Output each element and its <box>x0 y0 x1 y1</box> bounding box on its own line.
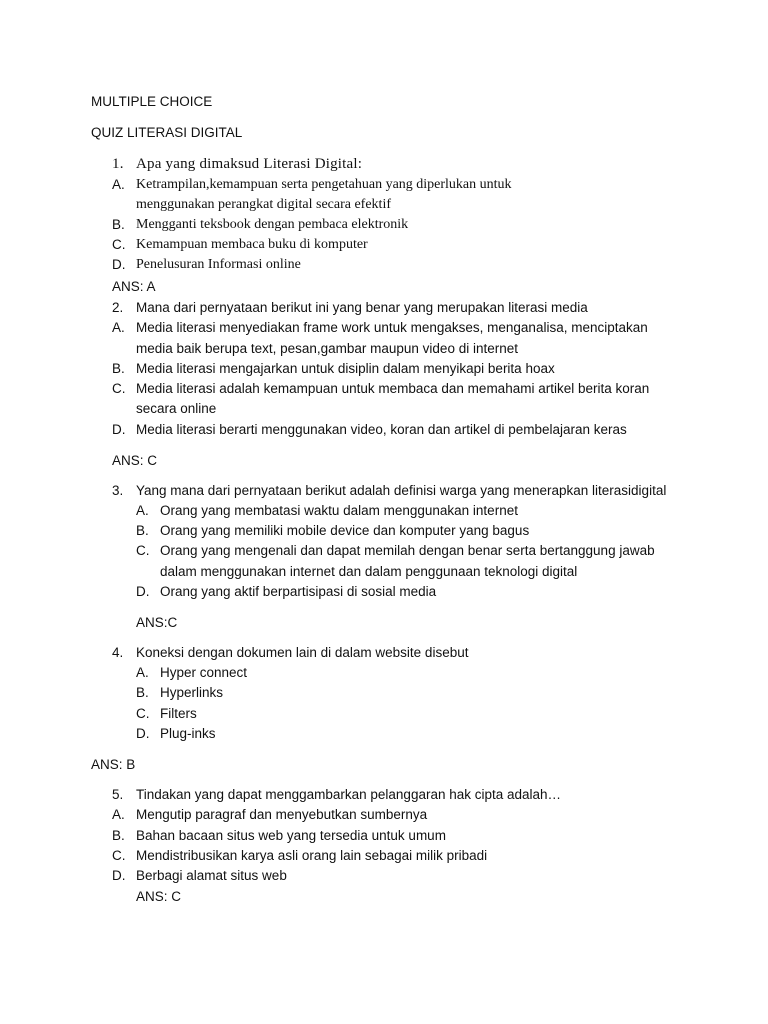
answer-3: ANS:C <box>136 615 178 630</box>
option-text: Berbagi alamat situs web <box>136 868 287 883</box>
option-letter: C. <box>136 543 150 558</box>
option-text: Orang yang memiliki mobile device dan komputer yang bagus <box>160 523 530 538</box>
option-letter: B. <box>136 523 149 538</box>
option-text: Penelusuran Informasi online <box>136 257 301 272</box>
question-text: Mana dari pernyataan berikut ini yang benar yang merupakan literasi media <box>136 300 588 315</box>
option-text: Orang yang aktif berpartisipasi di sosial media <box>160 584 437 599</box>
question-1-text <box>112 153 712 175</box>
option-text: menggunakan perangkat digital secara efektif <box>136 197 391 212</box>
option-letter: B. <box>112 217 125 232</box>
question-text: Koneksi dengan dokumen lain di dalam website disebut <box>136 645 469 660</box>
option-letter: C. <box>112 381 126 396</box>
option-text: Hyper connect <box>160 665 248 680</box>
option-letter: B. <box>136 685 149 700</box>
option-letter: A. <box>112 807 125 822</box>
option-letter: C. <box>136 706 150 721</box>
option-c <box>112 235 712 255</box>
answer-5: ANS: C <box>136 889 182 904</box>
option-text: Mengganti teksbook dengan pembaca elektronik <box>136 217 409 232</box>
option-letter: A. <box>136 503 149 518</box>
option-letter: A. <box>136 665 149 680</box>
option-a <box>112 175 712 215</box>
question-number: 5. <box>112 787 124 802</box>
question-number: 3. <box>112 483 124 498</box>
question-text: Apa yang dimaksud Literasi Digital: <box>136 156 363 172</box>
answer-1: ANS: A <box>112 279 156 294</box>
answer-2: ANS: C <box>112 453 158 468</box>
option-letter: D. <box>136 584 150 599</box>
option-letter: D. <box>136 726 150 741</box>
option-text: Mendistribusikan karya asli orang lain sebagai milik pribadi <box>136 848 488 863</box>
option-letter: A. <box>112 177 125 192</box>
option-letter: A. <box>112 320 125 335</box>
option-letter: D. <box>112 422 126 437</box>
option-text: Hyperlinks <box>160 685 224 700</box>
question-text: Yang mana dari pernyataan berikut adalah definisi warga yang menerapkan literasidigital <box>136 483 667 498</box>
option-d <box>112 255 712 275</box>
answer-4: ANS: B <box>91 757 136 772</box>
option-letter: B. <box>112 361 125 376</box>
option-text: media baik berupa text, pesan,gambar maupun video di internet <box>136 341 518 356</box>
option-b <box>112 215 712 235</box>
option-letter: C. <box>112 237 126 252</box>
option-text: Mengutip paragraf dan menyebutkan sumbernya <box>136 807 428 822</box>
option-text: Media literasi adalah kemampuan untuk membaca dan memahami artikel berita koran <box>136 381 650 396</box>
option-letter: C. <box>112 848 126 863</box>
option-text: Orang yang membatasi waktu dalam menggunakan internet <box>160 503 518 518</box>
question-number: 1. <box>112 156 124 172</box>
option-text: Media literasi berarti menggunakan video, koran dan artikel di pembelajaran keras <box>136 422 627 437</box>
option-text: Ketrampilan,kemampuan serta pengetahuan yang diperlukan untuk <box>136 177 512 192</box>
question-text: Tindakan yang dapat menggambarkan pelanggaran hak cipta adalah… <box>136 787 562 802</box>
quiz-title: QUIZ LITERASI DIGITAL <box>91 125 243 140</box>
option-text: Plug-inks <box>160 726 216 741</box>
document-heading: MULTIPLE CHOICE <box>91 94 213 109</box>
option-text: Orang yang mengenali dan dapat memilah dengan benar serta bertanggung jawab <box>160 543 655 558</box>
option-text: Kemampuan membaca buku di komputer <box>136 237 368 252</box>
option-letter: D. <box>112 257 126 272</box>
question-number: 4. <box>112 645 124 660</box>
option-text: Bahan bacaan situs web yang tersedia untuk umum <box>136 828 446 843</box>
option-text: Media literasi menyediakan frame work untuk mengakses, menganalisa, menciptakan <box>136 320 648 335</box>
option-letter: B. <box>112 828 125 843</box>
option-text: dalam menggunakan internet dan dalam penggunaan teknologi digital <box>160 564 578 579</box>
option-letter: D. <box>112 868 126 883</box>
question-number: 2. <box>112 300 124 315</box>
option-text: Filters <box>160 706 197 721</box>
question-1 <box>112 153 712 275</box>
option-text: Media literasi mengajarkan untuk disiplin dalam menyikapi berita hoax <box>136 361 555 376</box>
option-text: secara online <box>136 401 217 416</box>
